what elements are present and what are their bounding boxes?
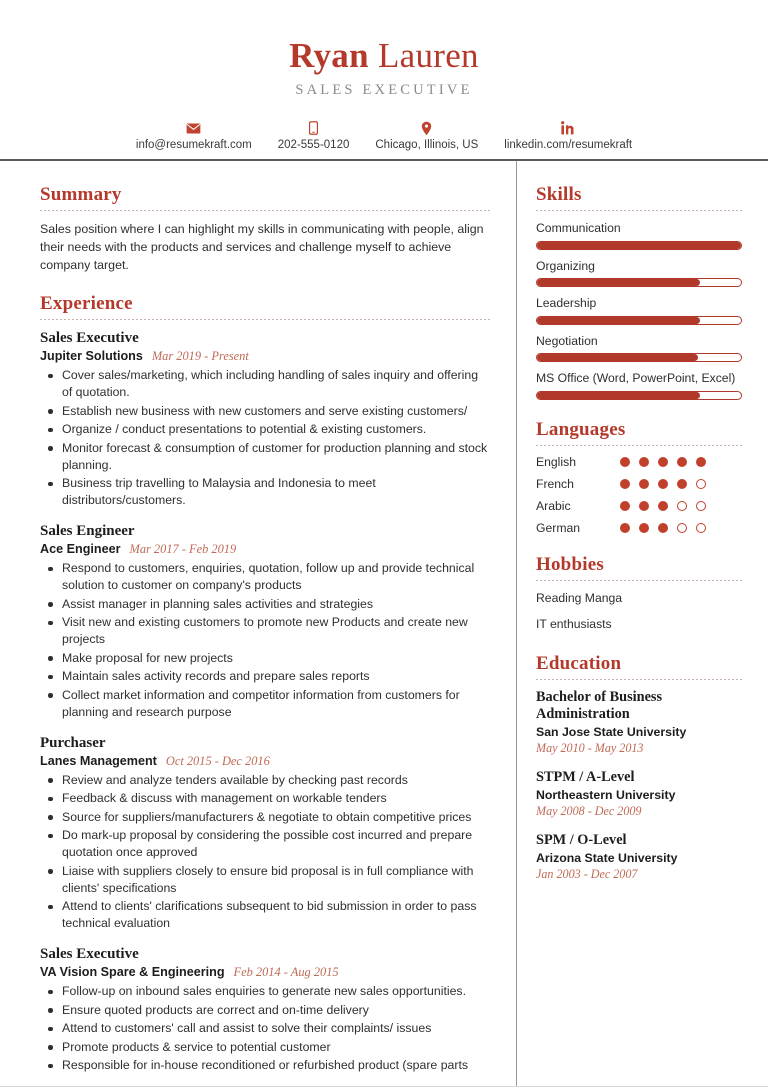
skill-level-bar: [536, 278, 742, 287]
language-dot-filled: [620, 457, 630, 467]
skill-item: [536, 333, 742, 363]
skill-item: [536, 220, 742, 250]
experience-bullet-list: [40, 367, 490, 509]
experience-bullet: Follow-up on inbound sales enquiries to generate new sales opportunities.: [60, 983, 490, 1000]
contact-item-email[interactable]: [136, 120, 252, 151]
experience-section-title: Experience: [40, 293, 133, 314]
experience-role: Purchaser: [40, 734, 106, 751]
right-column: [517, 161, 768, 1087]
last-name: Lauren: [377, 36, 479, 75]
language-level-dots: [620, 457, 706, 467]
experience-dates: Oct 2015 - Dec 2016: [165, 753, 270, 768]
summary-text: Sales position where I can highlight my skills in communicating with people, align their needs with the products and services and challenge myself to achieve company target.: [40, 222, 484, 272]
skills-list: [536, 220, 742, 400]
experience-company: Lanes Management: [40, 753, 157, 768]
experience-meta: [40, 349, 490, 364]
experience-dates: Mar 2017 - Feb 2019: [129, 542, 237, 556]
section-dotted-rule: [536, 445, 742, 446]
skill-level-bar: [536, 391, 742, 400]
contact-item-location[interactable]: [375, 120, 478, 151]
candidate-job-title: SALES EXECUTIVE: [295, 82, 473, 98]
language-dot-filled: [677, 479, 687, 489]
language-dot-filled: [639, 479, 649, 489]
experience-item: [40, 945, 490, 1074]
language-dot-filled: [677, 457, 687, 467]
education-degree: SPM / O-Level: [536, 831, 627, 848]
section-languages: [536, 419, 742, 535]
education-item: [536, 769, 742, 819]
experience-bullet-list: [40, 983, 490, 1074]
skill-label: Communication: [536, 221, 621, 235]
language-dot-filled: [639, 457, 649, 467]
experience-list: [40, 329, 490, 1074]
education-list: [536, 689, 742, 882]
skill-level-bar: [536, 316, 742, 325]
skill-level-fill: [537, 392, 700, 399]
experience-meta: [40, 542, 490, 557]
experience-bullet: Review and analyze tenders available by checking past records: [60, 772, 490, 789]
experience-company: Jupiter Solutions: [40, 349, 143, 363]
skill-label: Negotiation: [536, 333, 598, 348]
language-dot-empty: [696, 501, 706, 511]
language-label: Arabic: [536, 498, 571, 513]
experience-company: Ace Engineer: [40, 542, 121, 556]
education-item: [536, 689, 742, 756]
experience-bullet-list: [40, 772, 490, 933]
hobby-item: Reading Manga: [536, 590, 623, 605]
section-dotted-rule: [536, 210, 742, 211]
language-dot-empty: [677, 501, 687, 511]
experience-bullet: Maintain sales activity records and prepare sales reports: [60, 668, 490, 685]
language-item: [536, 455, 742, 469]
experience-role: Sales Executive: [40, 330, 139, 346]
skill-item: [536, 370, 742, 400]
experience-bullet: Source for suppliers/manufacturers & negotiate to obtain competitive prices: [60, 809, 490, 826]
experience-bullet: Attend to clients' clarifications subsequent to bid submission in order to pass technical evaluation: [60, 898, 490, 932]
contact-item-linkedin[interactable]: [504, 120, 632, 151]
contact-item-phone[interactable]: [278, 120, 350, 151]
experience-bullet: Cover sales/marketing, which including handling of sales inquiry and offering of quotation.: [60, 367, 490, 401]
language-dot-filled: [658, 479, 668, 489]
experience-bullet: Visit new and existing customers to promote new Products and create new projects: [60, 614, 490, 648]
language-label: French: [536, 476, 574, 491]
spacer: [536, 408, 742, 419]
language-item: [536, 499, 742, 513]
education-degree: STPM / A-Level: [536, 768, 635, 785]
hobbies-list: [536, 590, 742, 633]
language-item: [536, 521, 742, 535]
skill-label: MS Office (Word, PowerPoint, Excel): [536, 371, 736, 385]
language-dot-filled: [620, 523, 630, 533]
education-dates: Jan 2003 - Dec 2007: [536, 866, 638, 881]
hobbies-section-title: Hobbies: [536, 553, 604, 575]
contact-row: [0, 120, 768, 151]
language-level-dots: [620, 501, 706, 511]
experience-bullet: Attend to customers' call and assist to solve their complaints/ issues: [60, 1020, 490, 1037]
education-school: San Jose State University: [536, 724, 687, 739]
experience-company: VA Vision Spare & Engineering: [40, 965, 225, 979]
experience-meta: [40, 965, 490, 980]
languages-section-title: Languages: [536, 418, 626, 440]
section-dotted-rule: [536, 580, 742, 581]
experience-bullet: Respond to customers, enquiries, quotation, follow up and provide technical solution to customer on company's products: [60, 560, 490, 594]
experience-dates: Feb 2014 - Aug 2015: [233, 965, 339, 979]
section-skills: [536, 184, 742, 400]
experience-bullet-list: [40, 560, 490, 721]
mobile-phone-icon: [309, 120, 318, 136]
experience-role: Sales Engineer: [40, 523, 135, 539]
contact-email-text: info@resumekraft.com: [135, 139, 252, 151]
section-dotted-rule: [40, 210, 490, 211]
education-school: Arizona State University: [536, 850, 678, 865]
experience-bullet: Business trip travelling to Malaysia and Indonesia to meet distributors/customers.: [60, 475, 490, 509]
experience-bullet: Assist manager in planning sales activities and strategies: [60, 596, 490, 613]
language-label: English: [536, 454, 576, 469]
language-level-dots: [620, 523, 706, 533]
experience-bullet: Promote products & service to potential customer: [60, 1039, 490, 1056]
summary-section-title: Summary: [40, 184, 122, 205]
skill-level-bar: [536, 241, 742, 250]
experience-bullet: Monitor forecast & consumption of customer for production planning and stock planning.: [60, 440, 490, 474]
skill-item: [536, 295, 742, 325]
language-label: German: [536, 520, 581, 535]
experience-bullet: Responsible for in-house reconditioned or refurbished product (spare parts: [60, 1057, 490, 1074]
section-dotted-rule: [536, 679, 742, 680]
skill-level-fill: [537, 354, 698, 361]
skill-level-bar: [536, 353, 742, 362]
languages-list: [536, 455, 742, 535]
spacer: [40, 276, 490, 293]
education-dates: May 2008 - Dec 2009: [536, 803, 642, 818]
contact-location-text: Chicago, Illinois, US: [375, 139, 479, 151]
experience-bullet: Feedback & discuss with management on workable tenders: [60, 790, 490, 807]
language-dot-empty: [696, 523, 706, 533]
section-experience: [40, 293, 490, 1074]
section-hobbies: [536, 554, 742, 633]
experience-item: [40, 734, 490, 933]
experience-bullet: Establish new business with new customers and serve existing customers/: [60, 403, 490, 420]
language-dot-filled: [620, 479, 630, 489]
skill-label: Leadership: [536, 296, 597, 310]
language-level-dots: [620, 479, 706, 489]
contact-linkedin-text: linkedin.com/resumekraft: [504, 139, 633, 151]
linkedin-icon: [561, 120, 575, 136]
language-dot-empty: [696, 479, 706, 489]
experience-bullet: Liaise with suppliers closely to ensure bid proposal is in full compliance with clients' specifications: [60, 863, 490, 897]
language-dot-filled: [696, 457, 706, 467]
experience-bullet: Organize / conduct presentations to potential & existing customers.: [60, 421, 490, 438]
envelope-icon: [186, 120, 201, 136]
spacer: [536, 543, 742, 554]
skill-level-fill: [537, 317, 700, 324]
language-dot-filled: [639, 523, 649, 533]
language-dot-empty: [677, 523, 687, 533]
skill-level-fill: [537, 242, 741, 249]
skill-label: Organizing: [536, 258, 595, 273]
left-column: [0, 161, 516, 1087]
location-pin-icon: [421, 120, 432, 136]
experience-dates: Mar 2019 - Present: [151, 349, 249, 363]
experience-meta: [40, 754, 490, 769]
education-degree: Bachelor of Business Administration: [536, 688, 663, 722]
experience-role: Sales Executive: [40, 946, 139, 962]
education-school: Northeastern University: [536, 787, 676, 802]
language-dot-filled: [658, 501, 668, 511]
resume-header: [0, 0, 768, 161]
section-summary: [40, 184, 490, 274]
education-section-title: Education: [536, 652, 622, 674]
first-name: Ryan: [289, 36, 369, 75]
language-dot-filled: [620, 501, 630, 511]
skill-item: [536, 258, 742, 288]
education-dates: May 2010 - May 2013: [536, 740, 644, 755]
skill-level-fill: [537, 279, 700, 286]
language-dot-filled: [639, 501, 649, 511]
section-education: [536, 653, 742, 882]
experience-item: [40, 329, 490, 509]
candidate-name: [0, 36, 768, 76]
language-dot-filled: [658, 523, 668, 533]
skills-section-title: Skills: [536, 184, 582, 205]
resume-body: [0, 161, 768, 1087]
education-item: [536, 832, 742, 882]
language-dot-filled: [658, 457, 668, 467]
experience-bullet: Ensure quoted products are correct and on-time delivery: [60, 1002, 490, 1019]
experience-bullet: Collect market information and competitor information from customers for planning and research purpose: [60, 687, 490, 721]
experience-bullet: Make proposal for new projects: [60, 650, 490, 667]
contact-phone-text: 202-555-0120: [277, 139, 350, 151]
experience-bullet: Do mark-up proposal by considering the possible cost incurred and prepare quotation once approved: [60, 827, 490, 861]
spacer: [536, 642, 742, 653]
section-dotted-rule: [40, 319, 490, 320]
experience-item: [40, 522, 490, 721]
language-item: [536, 477, 742, 491]
hobby-item: IT enthusiasts: [536, 616, 612, 631]
